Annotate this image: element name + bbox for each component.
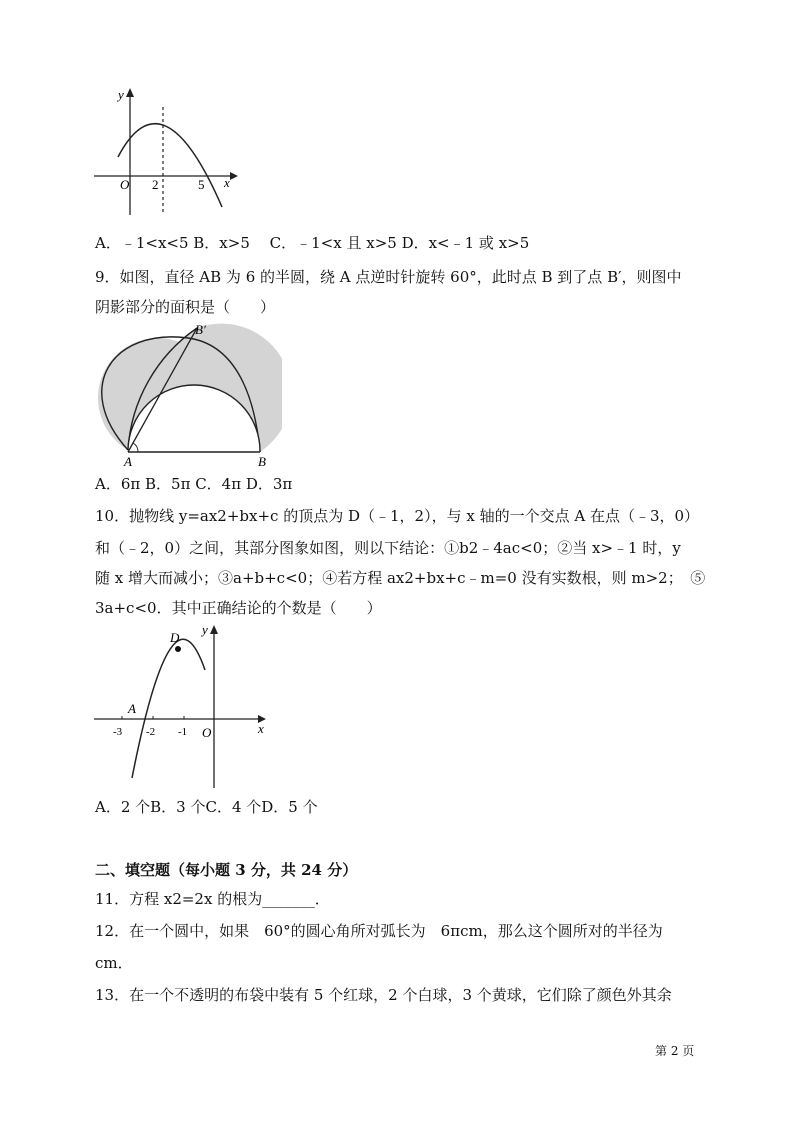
q9-rotated-semicircle-figure xyxy=(92,318,282,468)
q10-parabola-graph xyxy=(92,620,272,790)
q10-tick-m2: -2 xyxy=(146,726,156,738)
q8-y-label: y xyxy=(118,87,124,102)
section-2-title: 二、填空题（每小题 3 分，共 24 分） xyxy=(95,861,358,879)
q8-tick-2: 2 xyxy=(152,177,159,192)
q10-y-label: y xyxy=(202,622,208,637)
page-number: 第 2 页 xyxy=(655,1044,695,1058)
q10-vertex-point xyxy=(175,646,181,652)
q10-label-a: A xyxy=(128,701,136,716)
q10-question-line3: 随 x 增大而减小；③a+b+c<0；④若方程 ax2+bx+c﹣m=0 没有实数根，则 m>2； ⑤ xyxy=(95,569,706,587)
q13-line1: 13．在一个不透明的布袋中装有 5 个红球，2 个白球，3 个黄球，它们除了颜色外其余 xyxy=(95,986,672,1004)
q9-label-b: B xyxy=(258,454,266,468)
q10-question-line1: 10．抛物线 y=ax2+bx+c 的顶点为 D（﹣1，2），与 x 轴的一个交点 A 在点（﹣3，0） xyxy=(95,507,700,525)
q10-y-arrow xyxy=(210,625,218,634)
q9-question-line1: 9．如图，直径 AB 为 6 的半圆，绕 A 点逆时针旋转 60°，此时点 B 到了点 B′，则图中 xyxy=(95,268,682,286)
q9-options: A．6π B．5π C．4π D．3π xyxy=(95,475,293,493)
q10-options: A．2 个B．3 个C．4 个D．5 个 xyxy=(95,798,318,816)
q8-y-arrow xyxy=(126,88,134,97)
q12-line1: 12．在一个圆中，如果 60°的圆心角所对弧长为 6πcm，那么这个圆所对的半径为 xyxy=(95,922,663,940)
q9-label-b-prime: B′ xyxy=(195,322,206,337)
q8-parabola-curve xyxy=(118,124,222,207)
q10-x-label: x xyxy=(258,721,264,736)
q10-question-line4: 3a+c<0．其中正确结论的个数是（ ） xyxy=(95,599,382,617)
q9-question-line2: 阴影部分的面积是（ ） xyxy=(95,298,276,316)
q8-x-label: x xyxy=(224,175,230,190)
q10-tick-m3: -3 xyxy=(113,726,123,738)
q9-label-a: A xyxy=(124,454,132,468)
q10-tick-m1: -1 xyxy=(178,726,188,738)
q8-tick-5: 5 xyxy=(198,177,205,192)
q10-parabola-curve xyxy=(132,639,205,778)
q8-x-arrow xyxy=(230,172,238,180)
q10-label-d: D xyxy=(170,630,180,645)
q10-question-line2: 和（﹣2，0）之间，其部分图象如图，则以下结论：①b2﹣4ac<0；②当 x>﹣1 时，y xyxy=(95,539,681,557)
q8-parabola-graph xyxy=(92,85,242,220)
q12-line2: cm． xyxy=(95,954,133,972)
q8-options: A．﹣1<x<5 B．x>5 C．﹣1<x 且 x>5 D．x<﹣1 或 x>5 xyxy=(95,234,530,252)
q11-text: 11．方程 x2=2x 的根为_______． xyxy=(95,890,330,908)
q10-origin-label: O xyxy=(202,725,212,740)
q8-origin-label: O xyxy=(120,177,130,192)
